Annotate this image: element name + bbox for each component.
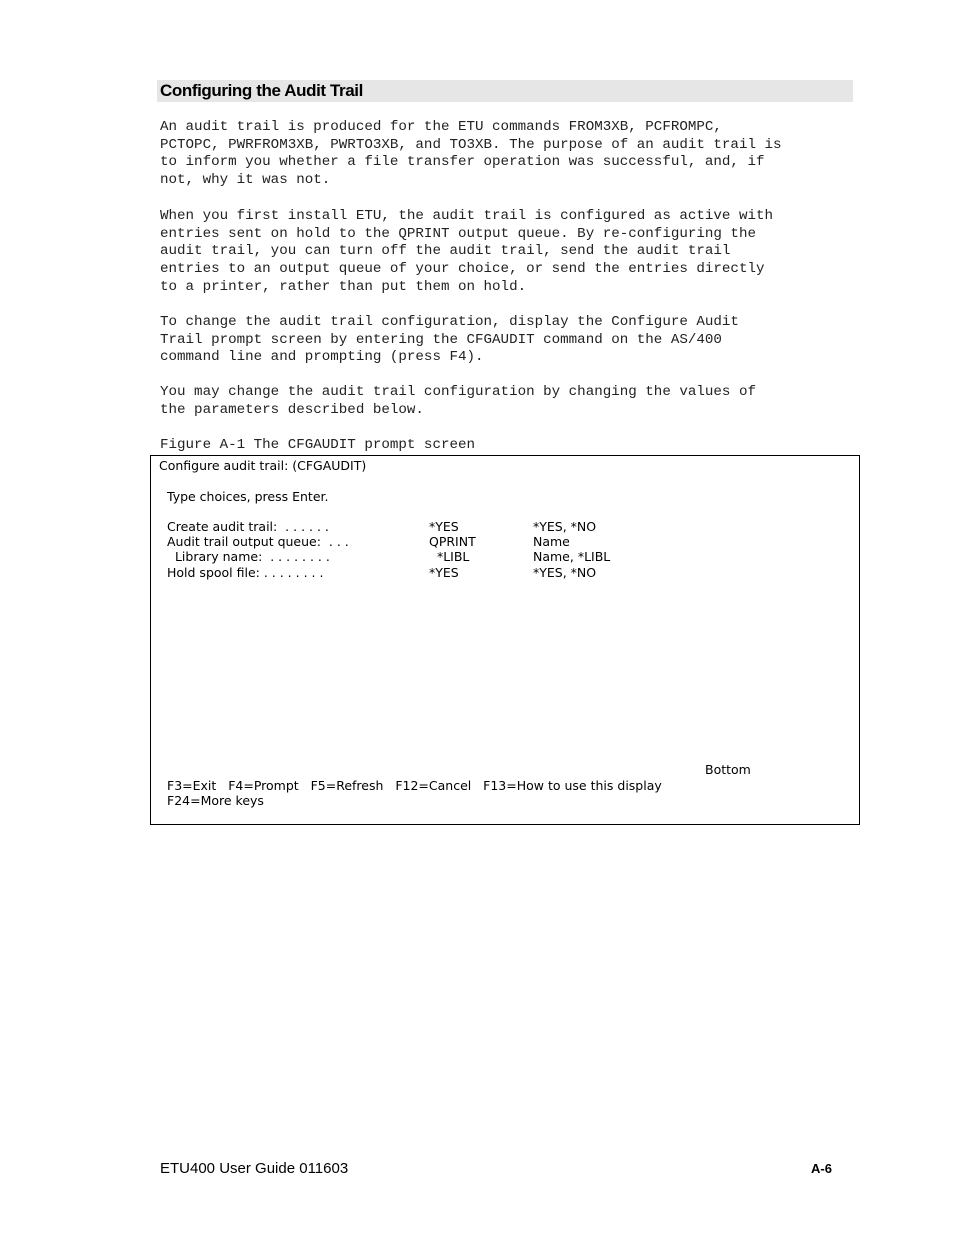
bottom-indicator: Bottom <box>705 762 751 777</box>
paragraph-parameters: You may change the audit trail configuration by changing the values of the parameters described below. <box>160 384 756 418</box>
paragraph-audit-trail-intro: An audit trail is produced for the ETU commands FROM3XB, PCFROMPC, PCTOPC, PWRFROM3XB, PWRTO3XB, and TO3XB. The purpose of an audit trail is to inform you whether a file transfer operation was successful, and, if not, why it was not. <box>160 119 782 189</box>
hold-spool-file-input[interactable]: *YES <box>429 565 459 580</box>
paragraph-change-configuration: To change the audit trail configuration, display the Configure Audit Trail prompt screen by entering the CFGAUDIT command on the AS/400 command line and prompting (press F4). <box>160 314 739 366</box>
field-label: Library name: . . . . . . . . <box>167 549 330 564</box>
field-choices: Name, *LIBL <box>533 549 611 564</box>
output-queue-input[interactable]: QPRINT <box>429 534 476 549</box>
field-label: Hold spool file: . . . . . . . . <box>167 565 324 580</box>
field-label: Create audit trail: . . . . . . <box>167 519 329 534</box>
screen-title: Configure audit trail: (CFGAUDIT) <box>159 458 367 473</box>
figure-caption: Figure A-1 The CFGAUDIT prompt screen <box>160 437 476 453</box>
field-label: Audit trail output queue: . . . <box>167 534 349 549</box>
create-audit-trail-input[interactable]: *YES <box>429 519 459 534</box>
footer-document-title: ETU400 User Guide 011603 <box>160 1160 349 1177</box>
field-choices: Name <box>533 534 570 549</box>
screen-instruction: Type choices, press Enter. <box>167 489 329 504</box>
function-keys-line-2: F24=More keys <box>167 793 264 808</box>
section-title: Configuring the Audit Trail <box>157 80 853 102</box>
library-name-input[interactable]: *LIBL <box>429 549 470 564</box>
cfgaudit-prompt-screen <box>150 455 860 825</box>
field-choices: *YES, *NO <box>533 565 597 580</box>
field-choices: *YES, *NO <box>533 519 597 534</box>
footer-page-number: A-6 <box>811 1161 832 1176</box>
function-keys-line-1: F3=Exit F4=Prompt F5=Refresh F12=Cancel F13=How to use this display <box>167 778 662 793</box>
paragraph-default-configuration: When you first install ETU, the audit trail is configured as active with entries sent on hold to the QPRINT output queue. By re-configuring the audit trail, you can turn off the audit trail, send the audit trail entries to an output queue of your choice, or send the entries directly to a printer, rather than put them on hold. <box>160 208 773 295</box>
